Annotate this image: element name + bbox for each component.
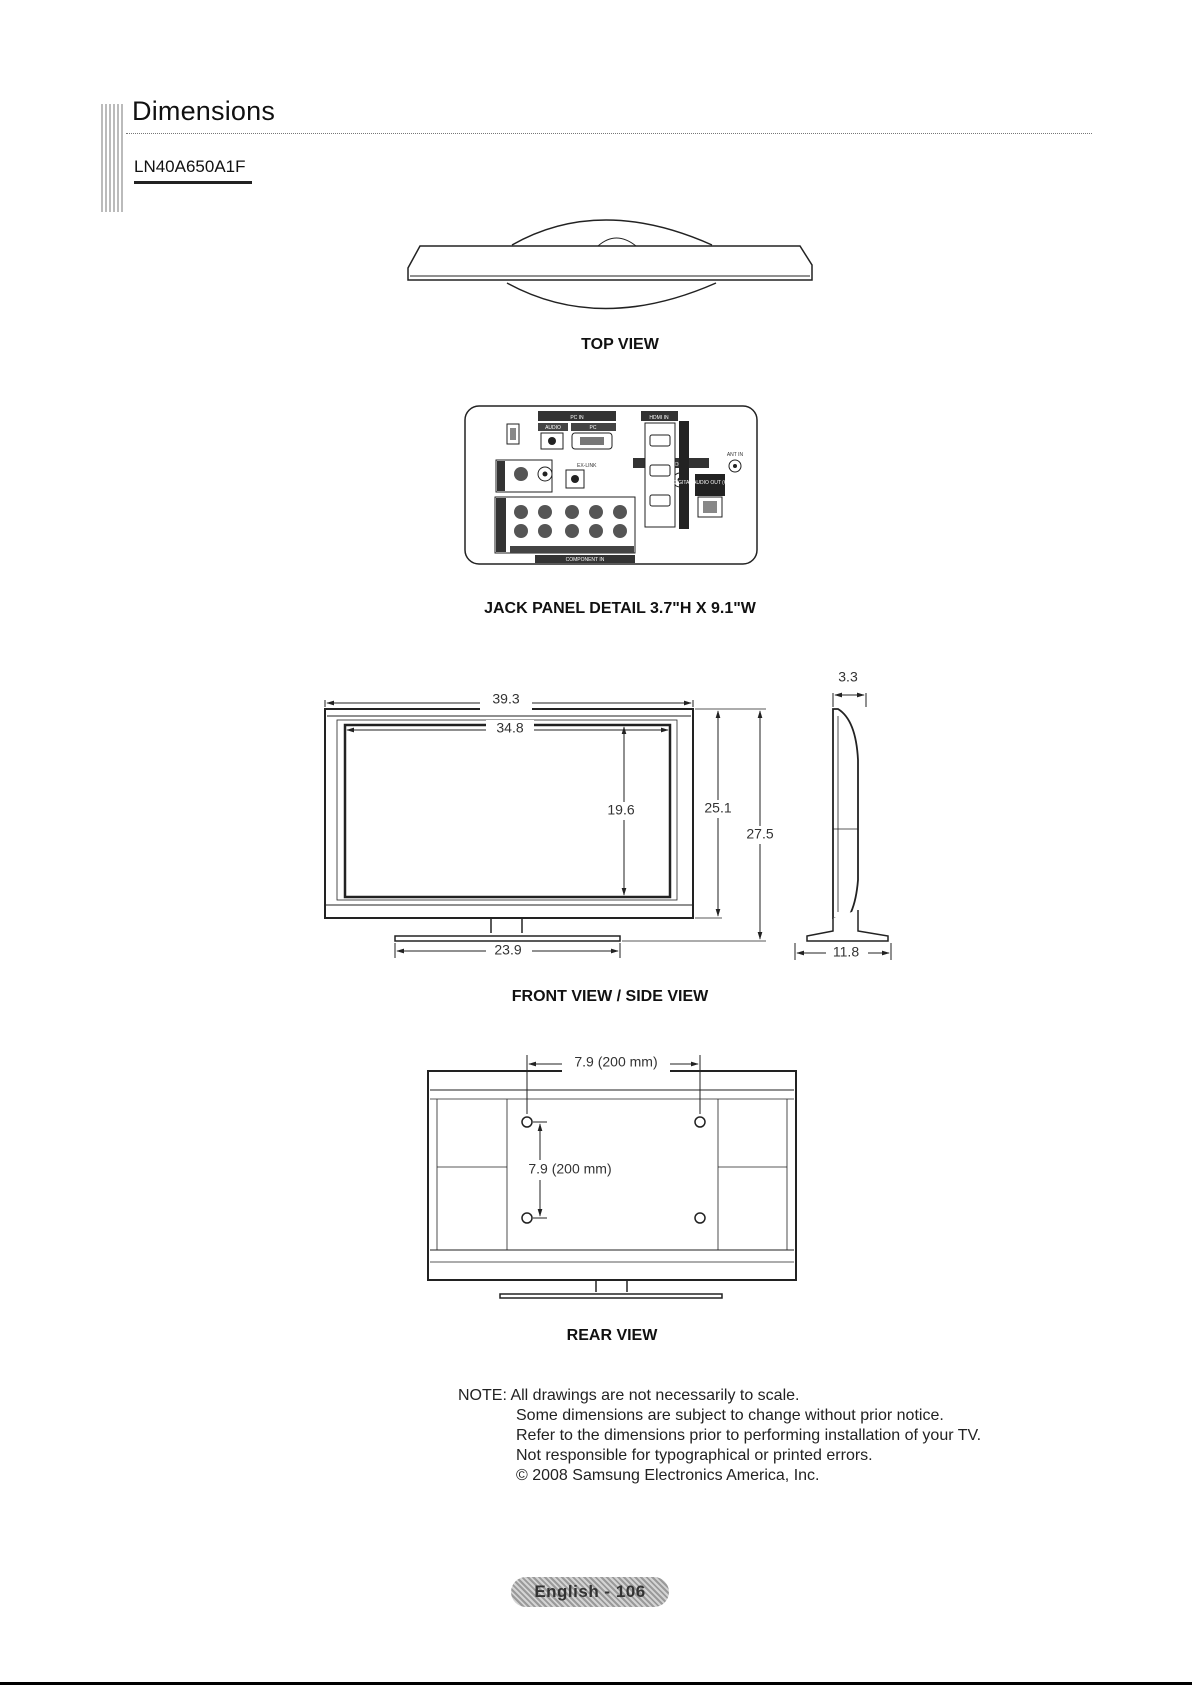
note-line: Some dimensions are subject to change without prior notice. [516,1407,944,1424]
dim-screen-height: 19.6 [607,801,635,818]
note-text: All drawings are not necessarily to scale. [510,1387,800,1404]
caption-rear-view: REAR VIEW [566,1327,658,1344]
page-title: Dimensions [132,96,276,126]
jack-label-audio: AUDIO [545,425,561,431]
jack-label-hdmi-in: HDMI IN [649,415,669,421]
note-prefix: NOTE: [458,1387,507,1404]
notes-block [458,1386,981,1486]
caption-front-side-view: FRONT VIEW / SIDE VIEW [511,988,709,1005]
top-view-drawing [408,220,812,309]
page-number: English - 106 [534,1582,646,1601]
note-line: © 2008 Samsung Electronics America, Inc. [516,1467,820,1484]
dim-vesa-horizontal: 7.9 (200 mm) [574,1053,658,1070]
note-line [458,1386,981,1406]
front-dimension-lines [327,703,760,951]
dim-screen-width: 34.8 [496,719,524,736]
model-number: LN40A650A1F [134,157,246,176]
page-number-badge [511,1577,669,1607]
dim-depth: 3.3 [838,668,858,685]
jack-label-ex-link: EX-LINK [577,463,597,469]
jack-label-ant-in: ANT IN [726,452,744,458]
jack-label-pc: PC [589,425,597,431]
jack-label-component-in: COMPONENT IN [565,557,605,563]
dim-stand-width: 23.9 [494,941,522,958]
dim-height-with-stand: 27.5 [746,825,774,842]
note-line: Not responsible for typographical or printed errors. [516,1447,873,1464]
side-view-drawing [795,693,891,960]
dim-overall-width: 39.3 [492,690,520,707]
dim-vesa-vertical: 7.9 (200 mm) [528,1160,612,1177]
caption-jack-panel: JACK PANEL DETAIL 3.7"H X 9.1"W [484,600,756,617]
jack-panel-drawing [465,406,757,564]
jack-label-optical: DIGITAL AUDIO OUT (OPTICAL) [673,480,747,486]
caption-top-view: TOP VIEW [581,336,659,353]
front-view-drawing [325,700,766,958]
jack-label-pc-in: PC IN [570,415,584,421]
dim-stand-depth: 11.8 [832,943,860,960]
note-line: Refer to the dimensions prior to performing installation of your TV. [516,1427,982,1444]
dim-height-no-stand: 25.1 [704,799,732,816]
